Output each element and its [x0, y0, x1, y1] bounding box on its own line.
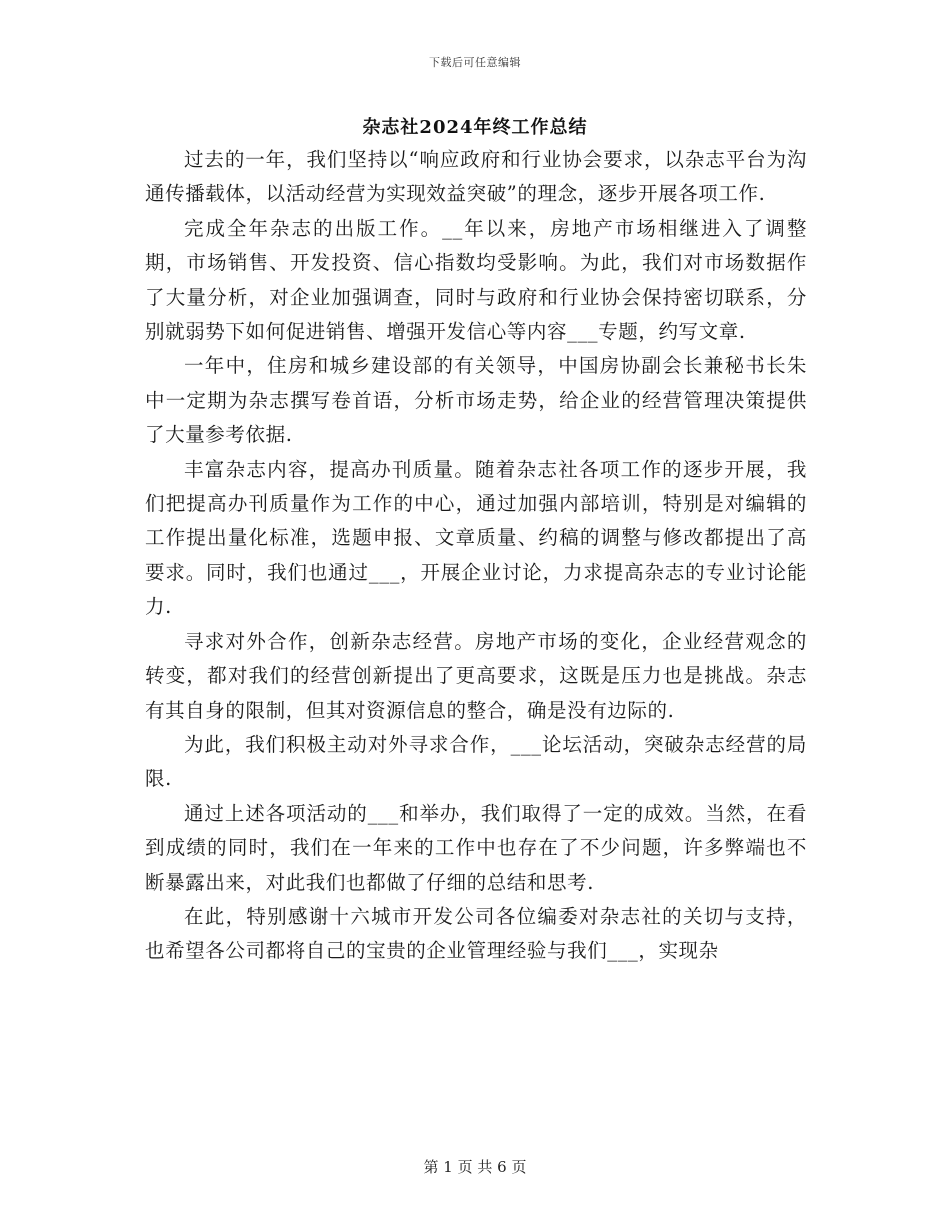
- paragraph-2: 完成全年杂志的出版工作。__年以来，房地产市场相继进入了调整期，市场销售、开发投资、信心指数均受影响。为此，我们对市场数据作了大量分析，对企业加强调查，同时与政府和行业协会保持密切联系，分别就弱势下如何促进销售、增强开发信心等内容___专题，约写文章.: [145, 216, 807, 344]
- document-body: [145, 143, 807, 969]
- paragraph-4: 丰富杂志内容，提高办刊质量。随着杂志社各项工作的逐步开展，我们把提高办刊质量作为工作的中心，通过加强内部培训，特别是对编辑的工作提出量化标准，选题申报、文章质量、约稿的调整与修改都提出了高要求。同时，我们也通过___，开展企业讨论，力求提高杂志的专业讨论能力.: [145, 457, 807, 619]
- document-title: 杂志社2024年终工作总结: [362, 117, 588, 138]
- paragraph-5: 寻求对外合作，创新杂志经营。房地产市场的变化，企业经营观念的转变，都对我们的经营创新提出了更高要求，这既是压力也是挑战。杂志有其自身的限制，但其对资源信息的整合，确是没有边际的.: [145, 629, 807, 722]
- page-number-footer: 第 1 页 共 6 页: [423, 1158, 527, 1176]
- paragraph-3: 一年中，住房和城乡建设部的有关领导，中国房协副会长兼秘书长朱中一定期为杂志撰写卷首语，分析市场走势，给企业的经营管理决策提供了大量参考依据.: [145, 354, 807, 447]
- page-header-note: 下载后可任意编辑: [429, 56, 521, 69]
- paragraph-1: 过去的一年，我们坚持以“响应政府和行业协会要求，以杂志平台为沟通传播载体，以活动经营为实现效益突破”的理念，逐步开展各项工作.: [145, 148, 807, 206]
- paragraph-6: 为此，我们积极主动对外寻求合作，___论坛活动，突破杂志经营的局限.: [145, 732, 807, 791]
- paragraph-7: 通过上述各项活动的___和举办，我们取得了一定的成效。当然，在看到成绩的同时，我们在一年来的工作中也存在了不少问题，许多弊端也不断暴露出来，对此我们也都做了仔细的总结和思考.: [145, 801, 807, 894]
- paragraph-8: 在此，特别感谢十六城市开发公司各位编委对杂志社的关切与支持，也希望各公司都将自己的宝贵的企业管理经验与我们___，实现杂: [145, 904, 807, 963]
